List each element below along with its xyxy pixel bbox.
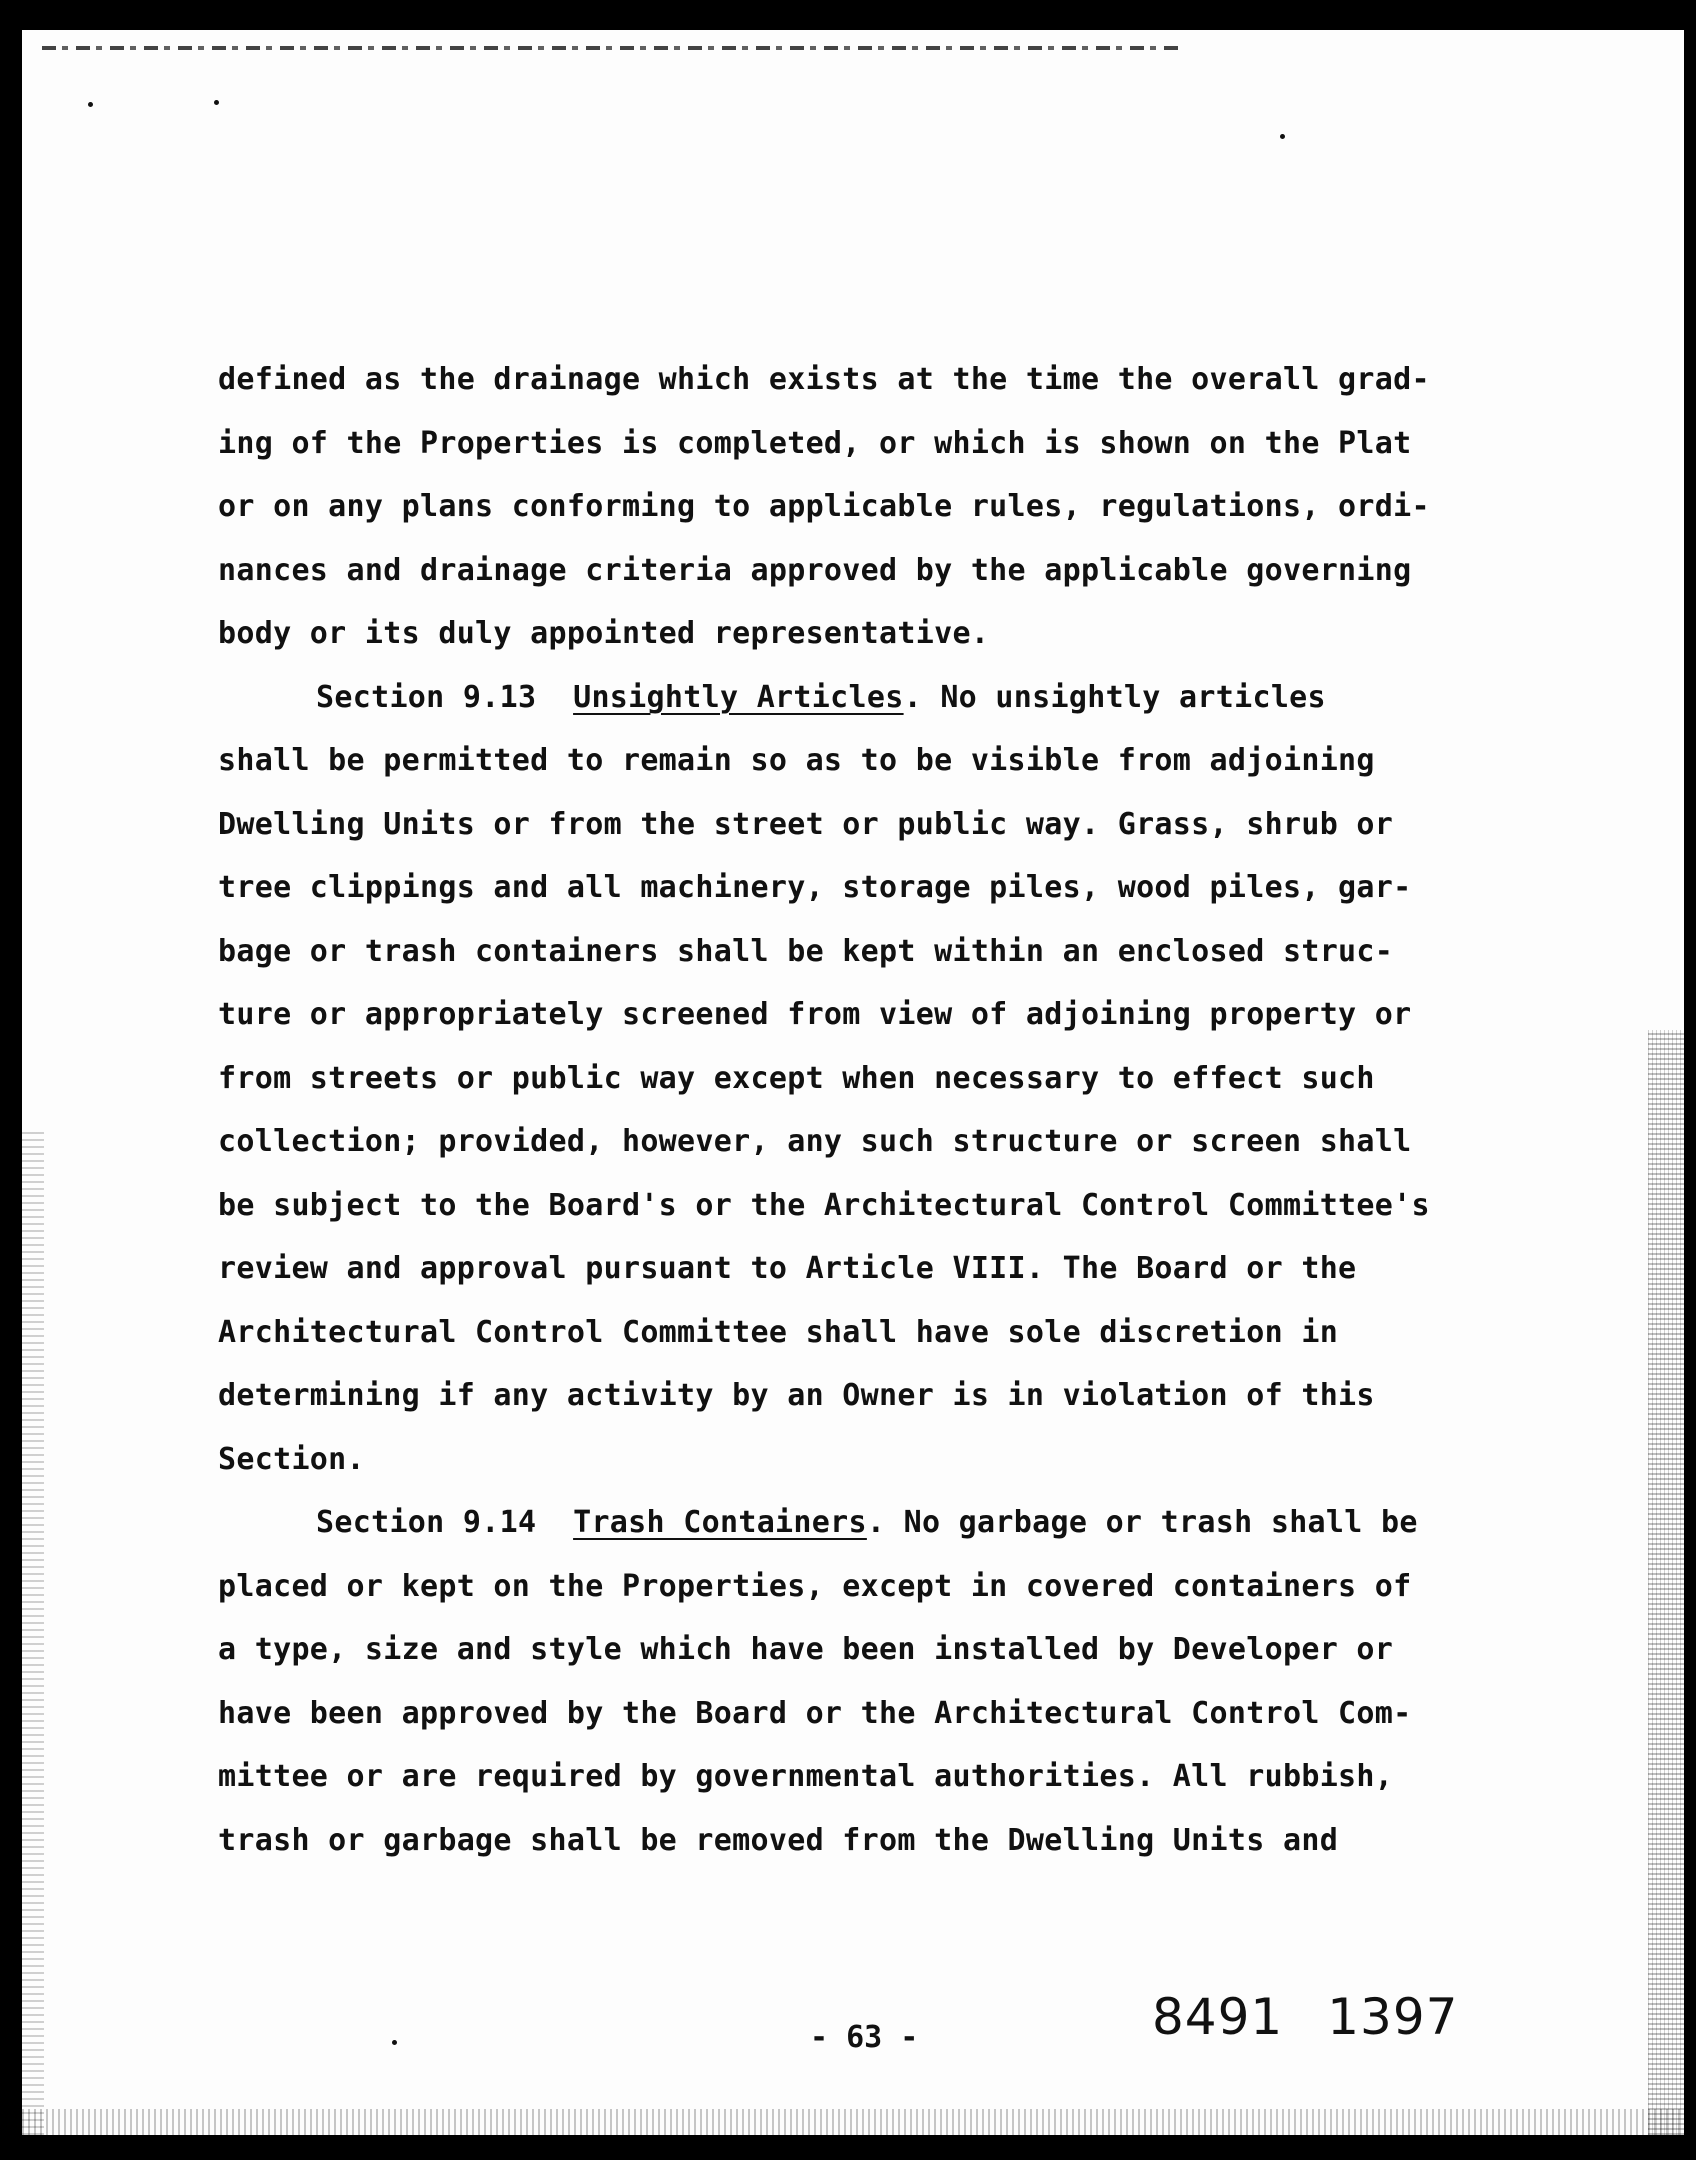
text-line: a type, size and style which have been installed by Developer or (218, 1632, 1394, 1667)
text-line: Section. (218, 1441, 365, 1477)
section-9-13 (218, 666, 1548, 1492)
document-body (218, 348, 1548, 1872)
text-line: trash or garbage shall be removed from the Dwelling Units and (218, 1822, 1339, 1858)
scan-edge-top (42, 46, 1182, 50)
book-number: 8491 (1152, 1988, 1284, 2046)
text-line: from streets or public way except when necessary to effect such (218, 1060, 1375, 1096)
text-line: body or its duly appointed representative. (218, 616, 990, 651)
text-line: shall be permitted to remain so as to be visible from adjoining (218, 743, 1375, 778)
scan-speck (1280, 134, 1285, 139)
scan-edge-bottom (22, 2109, 1684, 2135)
text-fragment: . No unsightly articles (903, 679, 1326, 715)
section-9-14 (218, 1491, 1548, 1872)
text-line: or on any plans conforming to applicable rules, regulations, ordi- (218, 489, 1430, 524)
text-line: review and approval pursuant to Article VIII. The Board or the (218, 1251, 1357, 1286)
text-line: defined as the drainage which exists at the time the overall grad- (218, 362, 1430, 397)
text-line: determining if any activity by an Owner is in violation of this (218, 1378, 1375, 1413)
text-line: placed or kept on the Properties, except in covered containers of (218, 1568, 1412, 1604)
text-fragment: . No garbage or trash shall be (866, 1505, 1418, 1540)
book-page-number: 1397 (1327, 1988, 1459, 2046)
page-number: - 63 - (810, 2020, 919, 2055)
text-line: nances and drainage criteria approved by the applicable governing (218, 552, 1412, 588)
text-line: collection; provided, however, any such structure or screen shall (218, 1124, 1412, 1159)
document-page (22, 30, 1684, 2135)
text-line: Dwelling Units or from the street or public way. Grass, shrub or (218, 806, 1394, 842)
section-number: Section 9.14 (316, 1505, 537, 1540)
book-page-reference (1152, 1988, 1459, 2046)
section-number: Section 9.13 (316, 679, 537, 715)
scan-edge-right (1648, 1030, 1684, 2135)
scan-speck (214, 100, 219, 105)
section-title: Unsightly Articles (573, 679, 904, 715)
text-line: ing of the Properties is completed, or which is shown on the Plat (218, 425, 1412, 461)
scan-speck (88, 102, 93, 107)
text-line: Architectural Control Committee shall have sole discretion in (218, 1314, 1339, 1350)
paragraph-drainage (218, 348, 1548, 666)
scan-speck (392, 2040, 397, 2045)
text-line: bage or trash containers shall be kept within an enclosed struc- (218, 933, 1394, 969)
text-line: mittee or are required by governmental authorities. All rubbish, (218, 1759, 1394, 1794)
text-line: tree clippings and all machinery, storage piles, wood piles, gar- (218, 870, 1412, 905)
scan-edge-left (22, 1130, 44, 2135)
section-heading-line (218, 666, 1548, 730)
section-heading-line (218, 1491, 1548, 1555)
text-line: ture or appropriately screened from view of adjoining property or (218, 997, 1412, 1032)
text-line: be subject to the Board's or the Architectural Control Committee's (218, 1187, 1430, 1223)
section-title: Trash Containers (573, 1505, 867, 1540)
text-line: have been approved by the Board or the Architectural Control Com- (218, 1695, 1412, 1731)
